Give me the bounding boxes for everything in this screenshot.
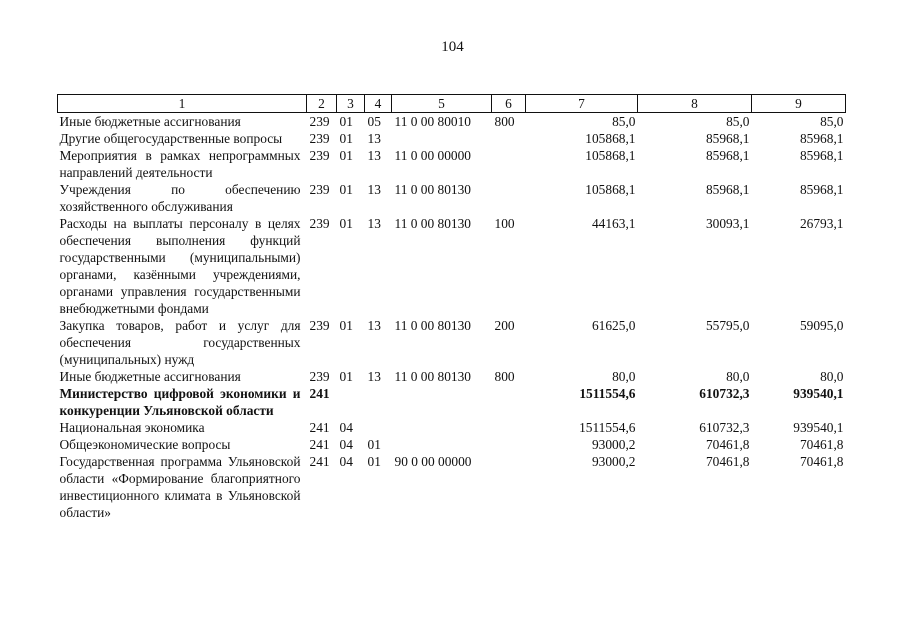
header-cell: 4 xyxy=(365,95,392,113)
amount-cell-col8: 85968,1 xyxy=(705,182,750,197)
header-cell: 1 xyxy=(58,95,307,113)
amount-cell-col7: 1511554,6 xyxy=(579,420,636,435)
expense-type-cell xyxy=(492,453,526,521)
item-name-cell: Иные бюджетные ассигнования xyxy=(59,114,241,129)
header-cell: 8 xyxy=(638,95,752,113)
item-name-cell: Национальная экономика xyxy=(59,420,205,435)
amount-cell-col8: 70461,8 xyxy=(705,437,750,452)
expense-type-cell: 100 xyxy=(494,216,515,231)
admin-code-cell: 239 xyxy=(309,182,330,197)
expense-type-cell xyxy=(492,436,526,453)
amount-cell-col8: 70461,8 xyxy=(705,454,750,469)
table-row xyxy=(58,436,846,453)
subsection-code-cell xyxy=(365,419,392,436)
target-article-cell: 11 0 00 80130 xyxy=(394,318,471,333)
section-code-cell: 01 xyxy=(339,318,353,333)
section-code-cell: 01 xyxy=(339,369,353,384)
subsection-code-cell: 13 xyxy=(367,148,381,163)
target-article-cell: 11 0 00 80130 xyxy=(394,182,471,197)
amount-cell-col9: 26793,1 xyxy=(799,216,844,231)
amount-cell-col9: 85968,1 xyxy=(799,131,844,146)
amount-cell-col7: 93000,2 xyxy=(591,454,636,469)
expense-type-cell xyxy=(492,419,526,436)
item-name-cell: Расходы на выплаты персоналу в целях обеспечения выполнения функций государственными (муниципальными) органами, казёнными учреждениями, органами управления государственными внебюджетными фондами xyxy=(59,216,301,316)
admin-code-cell: 239 xyxy=(309,369,330,384)
table-row xyxy=(58,317,846,368)
amount-cell-col9: 85,0 xyxy=(820,114,844,129)
expense-type-cell xyxy=(492,385,526,419)
table-row xyxy=(58,419,846,436)
header-cell: 9 xyxy=(752,95,846,113)
amount-cell-col7: 105868,1 xyxy=(585,148,636,163)
amount-cell-col9: 80,0 xyxy=(820,369,844,384)
budget-table xyxy=(57,94,846,521)
section-code-cell: 01 xyxy=(339,131,353,146)
target-article-cell xyxy=(392,130,492,147)
table-row xyxy=(58,385,846,419)
item-name-cell: Государственная программа Ульяновской области «Формирование благоприятного инвестиционного климата в Ульяновской области» xyxy=(59,454,301,520)
item-name-cell: Министерство цифровой экономики и конкуренции Ульяновской области xyxy=(59,386,301,418)
item-name-cell: Общеэкономические вопросы xyxy=(59,437,231,452)
table-row xyxy=(58,147,846,181)
item-name-cell: Другие общегосударственные вопросы xyxy=(59,131,283,146)
target-article-cell xyxy=(392,436,492,453)
item-name-cell: Учреждения по обеспечению хозяйственного обслуживания xyxy=(59,182,301,214)
target-article-cell: 11 0 00 80130 xyxy=(394,216,471,231)
amount-cell-col7: 93000,2 xyxy=(591,437,636,452)
table-body xyxy=(58,113,846,522)
amount-cell-col7: 1511554,6 xyxy=(579,386,636,401)
admin-code-cell: 239 xyxy=(309,216,330,231)
admin-code-cell: 241 xyxy=(309,420,330,435)
amount-cell-col8: 80,0 xyxy=(726,369,750,384)
amount-cell-col8: 30093,1 xyxy=(705,216,750,231)
section-code-cell: 01 xyxy=(339,114,353,129)
header-cell: 2 xyxy=(307,95,337,113)
amount-cell-col9: 85968,1 xyxy=(799,148,844,163)
admin-code-cell: 239 xyxy=(309,318,330,333)
amount-cell-col7: 61625,0 xyxy=(591,318,636,333)
expense-type-cell xyxy=(492,181,526,215)
amount-cell-col8: 610732,3 xyxy=(699,386,750,401)
amount-cell-col7: 85,0 xyxy=(612,114,636,129)
target-article-cell: 11 0 00 00000 xyxy=(394,148,471,163)
subsection-code-cell xyxy=(365,385,392,419)
amount-cell-col9: 85968,1 xyxy=(799,182,844,197)
admin-code-cell: 241 xyxy=(309,437,330,452)
target-article-cell xyxy=(392,419,492,436)
table-row xyxy=(58,113,846,131)
admin-code-cell: 239 xyxy=(309,131,330,146)
section-code-cell: 04 xyxy=(339,420,353,435)
expense-type-cell xyxy=(492,147,526,181)
target-article-cell: 11 0 00 80010 xyxy=(394,114,471,129)
target-article-cell: 90 0 00 00000 xyxy=(394,454,472,469)
item-name-cell: Мероприятия в рамках непрограммных направлений деятельности xyxy=(59,148,301,180)
header-cell: 5 xyxy=(392,95,492,113)
target-article-cell xyxy=(392,385,492,419)
subsection-code-cell: 13 xyxy=(367,182,381,197)
admin-code-cell: 241 xyxy=(309,386,330,401)
amount-cell-col7: 105868,1 xyxy=(585,182,636,197)
amount-cell-col9: 70461,8 xyxy=(799,454,844,469)
amount-cell-col8: 85,0 xyxy=(726,114,750,129)
admin-code-cell: 239 xyxy=(309,114,330,129)
subsection-code-cell: 05 xyxy=(367,114,381,129)
amount-cell-col9: 59095,0 xyxy=(799,318,844,333)
amount-cell-col8: 85968,1 xyxy=(705,148,750,163)
amount-cell-col9: 939540,1 xyxy=(793,420,844,435)
section-code-cell: 01 xyxy=(339,148,353,163)
amount-cell-col8: 85968,1 xyxy=(705,131,750,146)
item-name-cell: Закупка товаров, работ и услуг для обеспечения государственных (муниципальных) нужд xyxy=(59,318,301,367)
header-cell: 3 xyxy=(337,95,365,113)
admin-code-cell: 241 xyxy=(309,454,330,469)
section-code-cell: 04 xyxy=(339,437,353,452)
page-number: 104 xyxy=(441,39,464,55)
admin-code-cell: 239 xyxy=(309,148,330,163)
section-code-cell: 01 xyxy=(339,182,353,197)
amount-cell-col7: 105868,1 xyxy=(585,131,636,146)
table-row xyxy=(58,215,846,317)
subsection-code-cell: 13 xyxy=(367,369,381,384)
table-row xyxy=(58,368,846,385)
table-header-row xyxy=(58,95,846,113)
table-row xyxy=(58,453,846,521)
amount-cell-col7: 80,0 xyxy=(612,369,636,384)
section-code-cell xyxy=(337,385,365,419)
expense-type-cell: 200 xyxy=(494,318,515,333)
subsection-code-cell: 01 xyxy=(367,437,381,452)
subsection-code-cell: 13 xyxy=(367,318,381,333)
target-article-cell: 11 0 00 80130 xyxy=(394,369,471,384)
subsection-code-cell: 13 xyxy=(367,216,381,231)
item-name-cell: Иные бюджетные ассигнования xyxy=(59,369,241,384)
amount-cell-col7: 44163,1 xyxy=(591,216,636,231)
amount-cell-col8: 55795,0 xyxy=(705,318,750,333)
table-row xyxy=(58,130,846,147)
expense-type-cell: 800 xyxy=(494,369,515,384)
expense-type-cell: 800 xyxy=(494,114,515,129)
header-cell: 7 xyxy=(526,95,638,113)
amount-cell-col9: 939540,1 xyxy=(793,386,844,401)
expense-type-cell xyxy=(492,130,526,147)
subsection-code-cell: 01 xyxy=(367,454,381,469)
amount-cell-col9: 70461,8 xyxy=(799,437,844,452)
amount-cell-col8: 610732,3 xyxy=(699,420,750,435)
section-code-cell: 04 xyxy=(339,454,353,469)
section-code-cell: 01 xyxy=(339,216,353,231)
table-row xyxy=(58,181,846,215)
subsection-code-cell: 13 xyxy=(367,131,381,146)
header-cell: 6 xyxy=(492,95,526,113)
